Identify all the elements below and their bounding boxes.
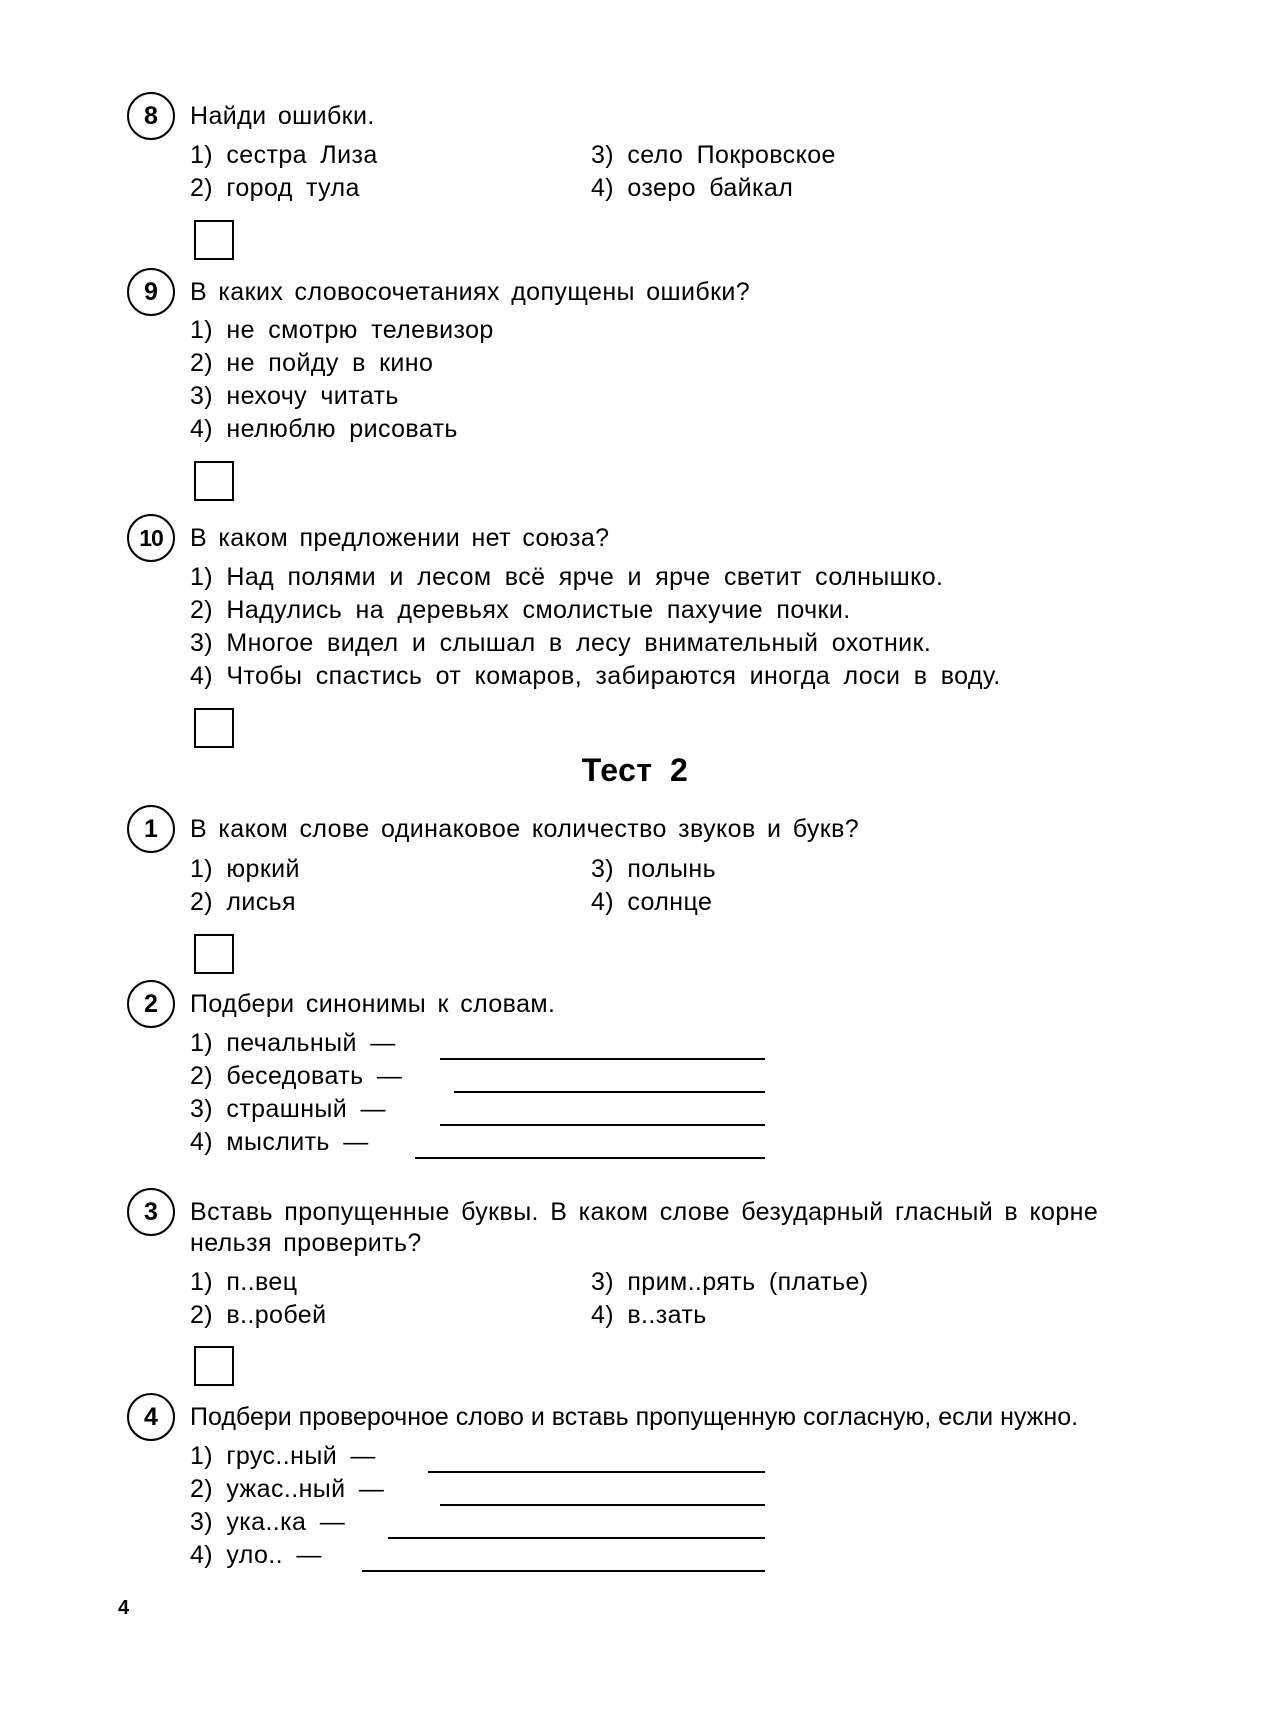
- answer-option: 4) мыслить —: [190, 1128, 369, 1156]
- answer-box[interactable]: [194, 934, 234, 974]
- answer-line[interactable]: [454, 1091, 765, 1093]
- answer-option: 3) страшный —: [190, 1095, 386, 1123]
- answer-option: 2) в..робей: [190, 1301, 327, 1329]
- answer-line[interactable]: [428, 1471, 765, 1473]
- answer-option: 4) солнце: [591, 888, 713, 916]
- answer-option: 3) ука..ка —: [190, 1508, 346, 1536]
- answer-line[interactable]: [440, 1504, 765, 1506]
- answer-option: 1) сестра Лиза: [190, 141, 378, 169]
- question-text: В каком предложении нет союза?: [190, 524, 610, 552]
- answer-option: 1) Над полями и лесом всё ярче и ярче светит солнышко.: [190, 563, 944, 591]
- answer-option: 2) город тула: [190, 174, 360, 202]
- answer-option: 1) п..вец: [190, 1268, 298, 1296]
- question-number-badge: 1: [127, 805, 175, 853]
- question-text: Вставь пропущенные буквы. В каком слове безударный гласный в корне нельзя проверить?: [190, 1198, 1099, 1257]
- answer-box[interactable]: [194, 220, 234, 260]
- answer-option: 3) прим..рять (платье): [591, 1268, 869, 1296]
- question-number-badge: 8: [127, 92, 175, 140]
- answer-option: 3) полынь: [591, 855, 717, 883]
- answer-line[interactable]: [415, 1157, 765, 1159]
- question-number-badge: 3: [127, 1188, 175, 1236]
- answer-option: 2) беседовать —: [190, 1062, 403, 1090]
- section-title: Тест 2: [581, 752, 689, 788]
- answer-option: 1) юркий: [190, 855, 300, 883]
- answer-line[interactable]: [388, 1537, 765, 1539]
- question-text: Подбери проверочное слово и вставь пропущенную согласную, если нужно.: [190, 1403, 1079, 1431]
- answer-box[interactable]: [194, 708, 234, 748]
- answer-option: 3) Многое видел и слышал в лесу внимательный охотник.: [190, 629, 932, 657]
- question-number-badge: 9: [127, 268, 175, 316]
- answer-option: 3) нехочу читать: [190, 382, 399, 410]
- question-number-badge: 4: [127, 1393, 175, 1441]
- answer-option: 1) печальный —: [190, 1029, 396, 1057]
- question-text: В каком слове одинаковое количество звуков и букв?: [190, 815, 860, 843]
- answer-option: 2) не пойду в кино: [190, 349, 434, 377]
- answer-box[interactable]: [194, 1346, 234, 1386]
- answer-line[interactable]: [440, 1124, 765, 1126]
- page-number: 4: [118, 1597, 130, 1619]
- answer-option: 4) в..зать: [591, 1301, 707, 1329]
- answer-option: 4) озеро байкал: [591, 174, 794, 202]
- answer-line[interactable]: [362, 1570, 765, 1572]
- question-text: В каких словосочетаниях допущены ошибки?: [190, 278, 751, 306]
- answer-line[interactable]: [440, 1058, 765, 1060]
- question-number-badge: 2: [127, 980, 175, 1028]
- question-text: Найди ошибки.: [190, 102, 375, 130]
- question-number-badge: 10: [127, 514, 175, 562]
- answer-option: 2) лисья: [190, 888, 296, 916]
- answer-option: 4) уло.. —: [190, 1541, 322, 1569]
- answer-option: 4) нелюблю рисовать: [190, 415, 458, 443]
- answer-option: 2) Надулись на деревьях смолистые пахучие почки.: [190, 596, 851, 624]
- answer-option: 4) Чтобы спастись от комаров, забираются иногда лоси в воду.: [190, 662, 1001, 690]
- answer-option: 1) грус..ный —: [190, 1442, 376, 1470]
- answer-box[interactable]: [194, 461, 234, 501]
- answer-option: 2) ужас..ный —: [190, 1475, 385, 1503]
- question-text: Подбери синонимы к словам.: [190, 990, 556, 1018]
- answer-option: 1) не смотрю телевизор: [190, 316, 494, 344]
- answer-option: 3) село Покровское: [591, 141, 836, 169]
